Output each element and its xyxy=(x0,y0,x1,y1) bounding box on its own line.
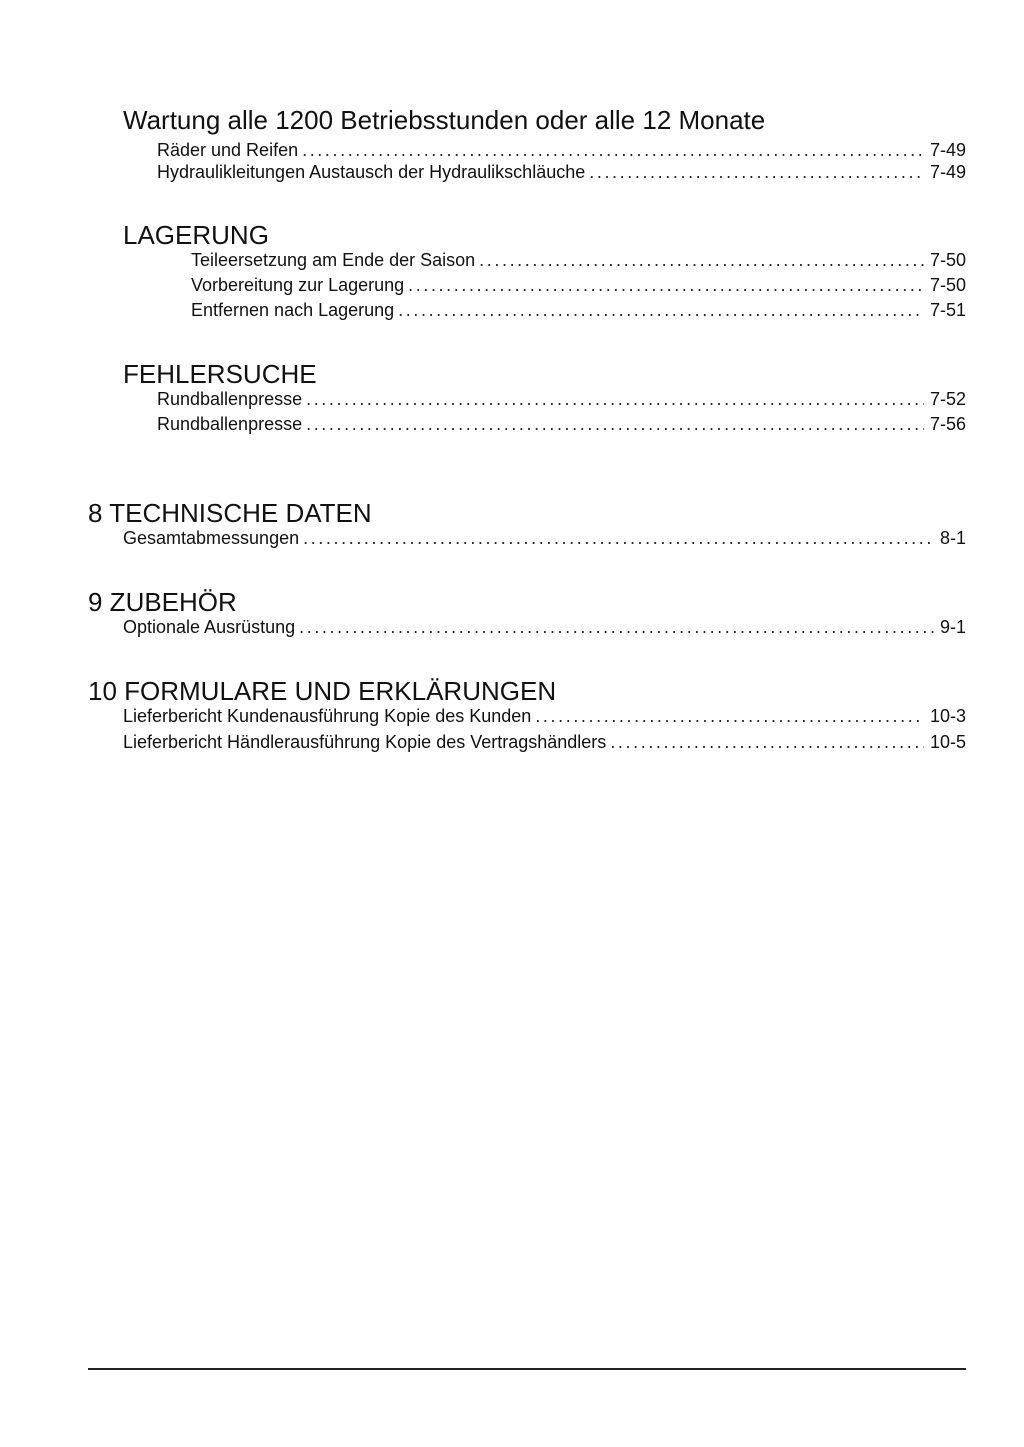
section-heading-lagerung: LAGERUNG xyxy=(123,220,269,250)
dot-leader xyxy=(610,730,924,754)
toc-entry[interactable] xyxy=(191,273,966,297)
toc-entry[interactable] xyxy=(157,138,966,162)
dot-leader xyxy=(535,704,924,728)
toc-entry-title: Entfernen nach Lagerung xyxy=(191,300,395,320)
toc-entry-title: Teileersetzung am Ende der Saison xyxy=(191,250,476,270)
toc-entry-title: Lieferbericht Kundenausführung Kopie des Kunden xyxy=(123,706,532,726)
footer-rule xyxy=(88,1368,966,1370)
toc-entry-page: 7-51 xyxy=(929,300,966,320)
dot-leader xyxy=(299,615,934,639)
toc-entry-page: 7-56 xyxy=(929,414,966,434)
toc-entry-page: 7-50 xyxy=(929,275,966,295)
toc-entry[interactable] xyxy=(191,248,966,272)
toc-entry[interactable] xyxy=(123,526,966,550)
toc-entry-page: 7-50 xyxy=(929,250,966,270)
toc-entry-title: Hydraulikleitungen Austausch der Hydraulikschläuche xyxy=(157,162,586,182)
toc-entry[interactable] xyxy=(123,615,966,639)
toc-entry-page: 7-49 xyxy=(929,162,966,182)
dot-leader xyxy=(306,387,924,411)
chapter-heading-technische-daten: 8 TECHNISCHE DATEN xyxy=(88,498,372,528)
dot-leader xyxy=(398,298,924,322)
toc-entry-page: 8-1 xyxy=(939,528,966,548)
toc-entry-page: 7-49 xyxy=(929,140,966,160)
toc-entry-page: 10-3 xyxy=(929,706,966,726)
dot-leader xyxy=(306,412,924,436)
toc-entry-title: Gesamtabmessungen xyxy=(123,528,300,548)
toc-entry[interactable] xyxy=(157,387,966,411)
dot-leader xyxy=(479,248,924,272)
section-heading-fehlersuche: FEHLERSUCHE xyxy=(123,359,317,389)
toc-entry-title: Vorbereitung zur Lagerung xyxy=(191,275,405,295)
toc-entry[interactable] xyxy=(191,298,966,322)
toc-entry-page: 10-5 xyxy=(929,732,966,752)
toc-entry-title: Räder und Reifen xyxy=(157,140,299,160)
toc-entry[interactable] xyxy=(123,704,966,728)
toc-entry[interactable] xyxy=(123,730,966,754)
toc-entry-title: Rundballenpresse xyxy=(157,389,303,409)
toc-entry-page: 9-1 xyxy=(939,617,966,637)
toc-entry[interactable] xyxy=(157,412,966,436)
dot-leader xyxy=(302,138,924,162)
toc-entry-title: Optionale Ausrüstung xyxy=(123,617,296,637)
dot-leader xyxy=(303,526,934,550)
toc-entry-page: 7-52 xyxy=(929,389,966,409)
toc-entry-title: Rundballenpresse xyxy=(157,414,303,434)
chapter-heading-zubehoer: 9 ZUBEHÖR xyxy=(88,587,237,617)
chapter-heading-formulare: 10 FORMULARE UND ERKLÄRUNGEN xyxy=(88,676,557,706)
toc-entry[interactable] xyxy=(157,160,966,184)
toc-entry-title: Lieferbericht Händlerausführung Kopie des Vertragshändlers xyxy=(123,732,607,752)
dot-leader xyxy=(589,160,924,184)
dot-leader xyxy=(408,273,924,297)
section-heading-wartung: Wartung alle 1200 Betriebsstunden oder alle 12 Monate xyxy=(123,105,766,135)
